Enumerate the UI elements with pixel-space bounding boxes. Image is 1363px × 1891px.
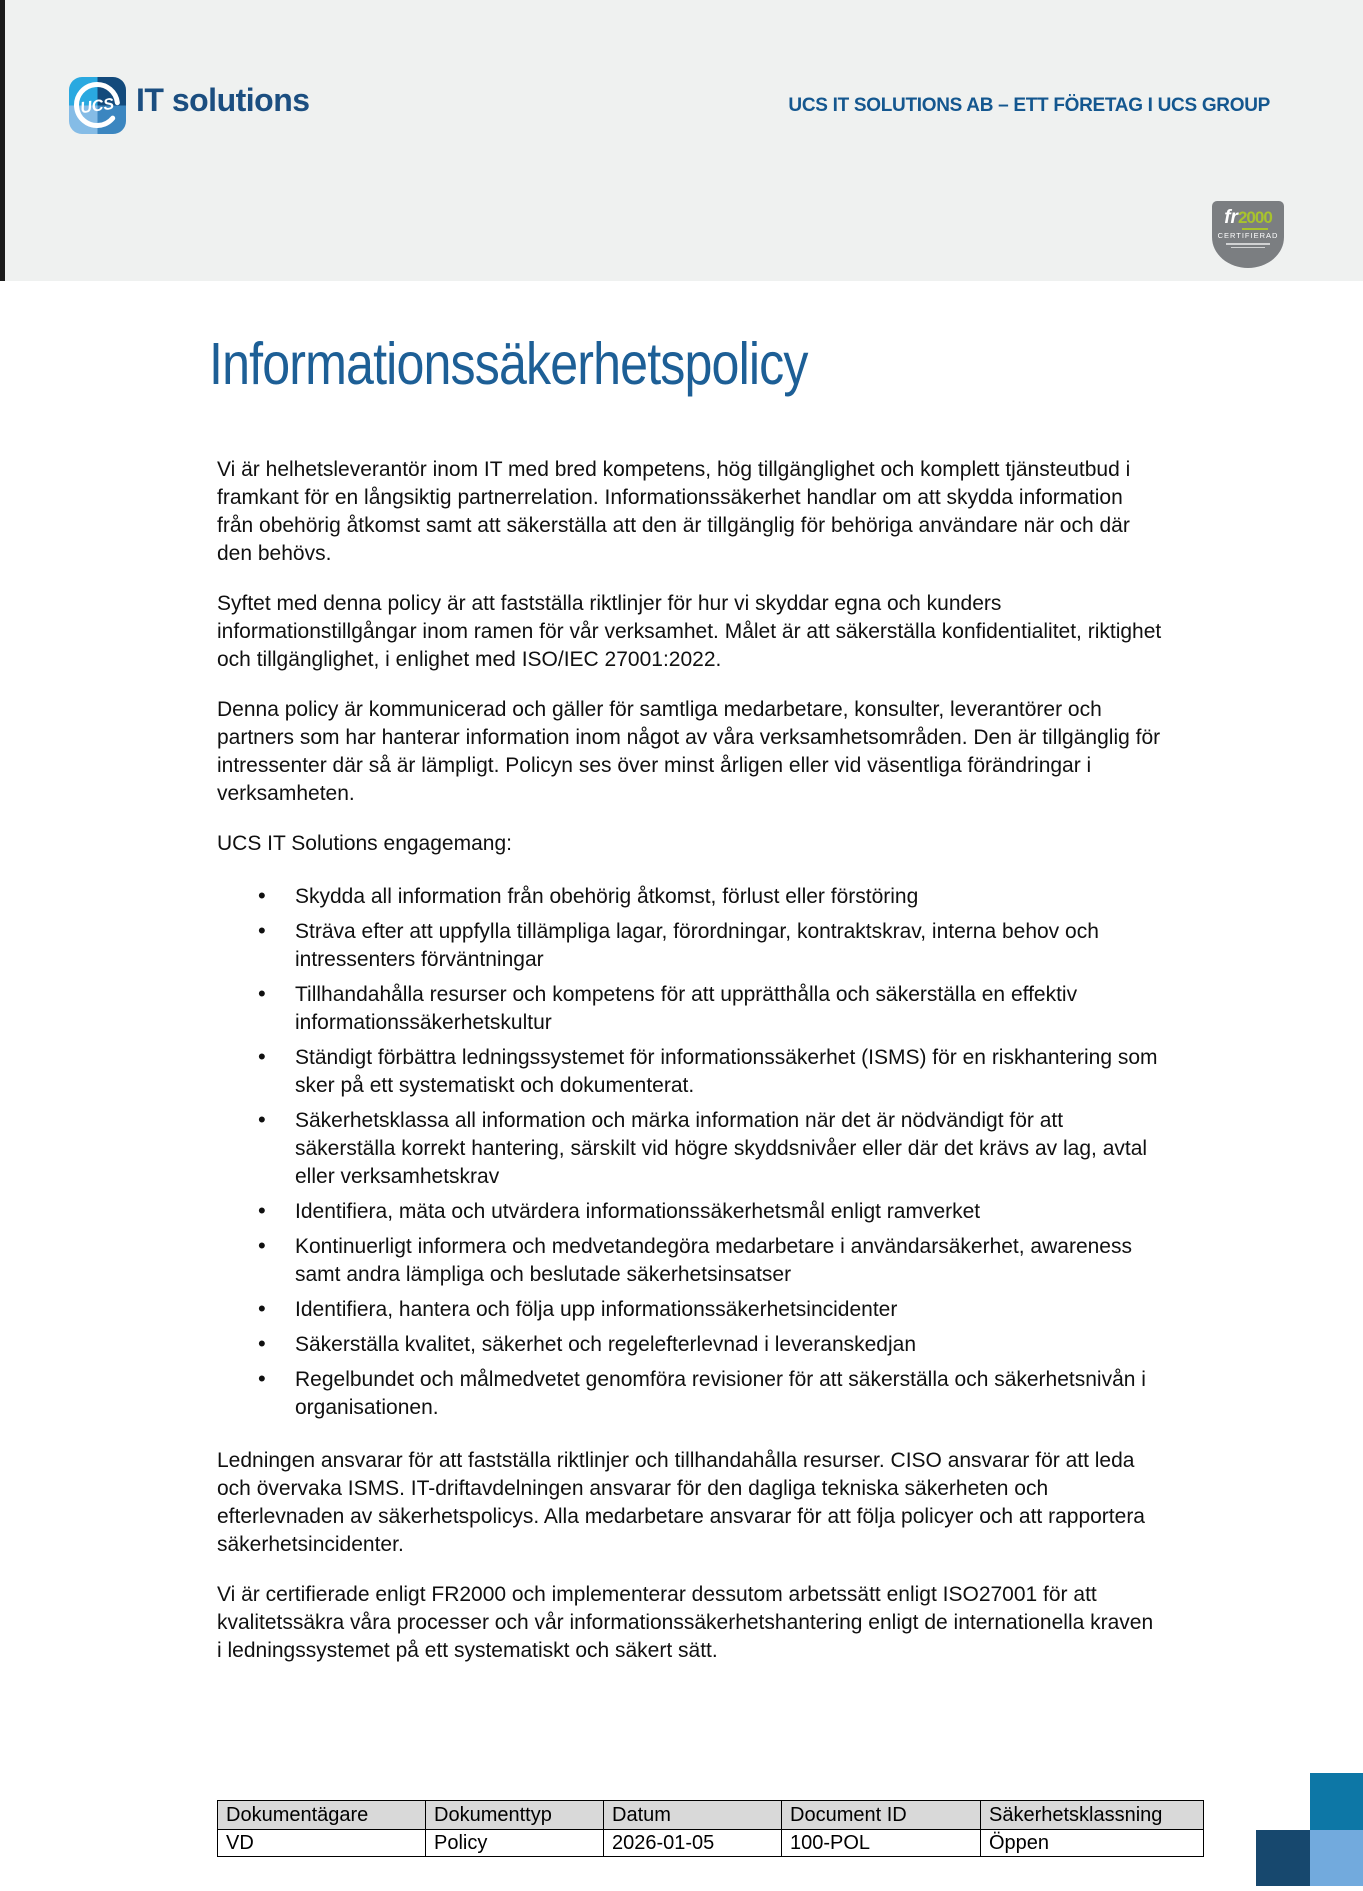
badge-certified-label: CERTIFIERAD (1217, 231, 1279, 240)
table-row (218, 1830, 1204, 1857)
commitment-list-item: • Skydda all information från obehörig åtkomst, förlust eller förstöring (217, 883, 1162, 911)
ucs-logo-icon (69, 77, 126, 134)
commitment-list-item: • Säkerhetsklassa all information och märka information när det är nödvändigt för att säkerställa korrekt hantering, särskilt vid högre skyddsnivåer eller där det krävs av lag, avtal eller verksamhetskrav (217, 1107, 1162, 1191)
commitment-list-item: • Ständigt förbättra ledningssystemet för informationssäkerhet (ISMS) för en riskhantering som sker på ett systematiskt och dokumenterat. (217, 1044, 1162, 1100)
document-info-table (217, 1800, 1204, 1857)
corner-square-navy (1256, 1830, 1310, 1886)
cell-dokumenttyp: Policy (426, 1830, 604, 1857)
corner-square-teal (1310, 1773, 1363, 1830)
paragraph-scope: Denna policy är kommunicerad och gäller för samtliga medarbetare, konsulter, leverantörer och partners som har hanterar information inom något av våra verksamhetsområden. Den är tillgänglig för intressenter där så är lämpligt. Policyn ses över minst årligen eller vid väsentliga förändringar i verksamheten. (217, 698, 1161, 805)
fr2000-wordmark (1212, 208, 1284, 228)
table-header-cell: Säkerhetsklassning (981, 1801, 1204, 1830)
commitments-list (217, 883, 1162, 1422)
table-body (218, 1830, 1204, 1857)
commitment-list-item: • Sträva efter att uppfylla tillämpliga lagar, förordningar, kontraktskrav, interna behov och intressenters förväntningar (217, 918, 1162, 974)
table-header-cell: Dokumentägare (218, 1801, 426, 1830)
badge-fr-text: fr (1224, 207, 1238, 228)
paragraph-certification: Vi är certifierade enligt FR2000 och implementerar dessutom arbetssätt enligt ISO27001 för att kvalitetssäkra våra processer och vår informationssäkerhetshantering enligt de internationella kraven i ledningssystemet på ett systematiskt och säkert sätt. (217, 1583, 1154, 1662)
commitment-list-item: • Identifiera, mäta och utvärdera informationssäkerhetsmål enligt ramverket (217, 1198, 1162, 1226)
badge-fine-print (1226, 243, 1270, 245)
commitment-list-item: • Tillhandahålla resurser och kompetens för att upprätthålla och säkerställa en effektiv informationssäkerhetskultur (217, 981, 1162, 1037)
paragraph-purpose: Syftet med denna policy är att fastställa riktlinjer för hur vi skyddar egna och kunders informationstillgångar inom ramen för vår verksamhet. Målet är att säkerställa konfidentialitet, riktighet och tillgänglighet, i enlighet med ISO/IEC 27001:2022. (217, 592, 1162, 671)
cell-datum: 2026-01-05 (604, 1830, 782, 1857)
logo-text: UCS (79, 95, 116, 118)
commitments-heading: UCS IT Solutions engagemang: (217, 832, 512, 855)
table-header-cell: Document ID (782, 1801, 981, 1830)
header-band (0, 0, 1363, 281)
ucs-logo-ring (69, 77, 126, 134)
commitment-list-item: • Regelbundet och målmedvetet genomföra revisioner för att säkerställa och säkerhetsnivån i organisationen. (217, 1366, 1162, 1422)
commitment-list-item: • Identifiera, hantera och följa upp informationssäkerhetsincidenter (217, 1296, 1162, 1324)
fr2000-certification-badge-icon (1212, 201, 1284, 268)
paragraph-responsibilities: Ledningen ansvarar för att fastställa riktlinjer och tillhandahålla resurser. CISO ansvarar för att leda och övervaka ISMS. IT-driftavdelningen ansvarar för den dagliga tekniska säkerheten och efterlevnaden av säkerhetspolicys. Alla medarbetare ansvarar för att följa policyer och att rapportera säkerhetsincidenter. (217, 1449, 1145, 1556)
paragraph-intro: Vi är helhetsleverantör inom IT med bred kompetens, hög tillgänglighet och komplett tjänsteutbud i framkant för en långsiktig partnerrelation. Informationssäkerhet handlar om att skydda information från obehörig åtkomst samt att säkerställa att den är tillgänglig för behöriga användare när och där den behövs. (217, 458, 1131, 565)
page-title: Informationssäkerhetspolicy (209, 331, 808, 397)
policy-body (217, 456, 1162, 1687)
table-header-cell: Dokumenttyp (426, 1801, 604, 1830)
cell-sakerhetsklassning: Öppen (981, 1830, 1204, 1857)
cell-document-id: 100-POL (782, 1830, 981, 1857)
left-edge-stripe (0, 0, 5, 281)
table-header-row (218, 1801, 1204, 1830)
commitment-list-item: • Säkerställa kvalitet, säkerhet och regelefterlevnad i leveranskedjan (217, 1331, 1162, 1359)
commitment-list-item: • Kontinuerligt informera och medvetandegöra medarbetare i användarsäkerhet, awareness samt andra lämpliga och beslutade säkerhetsinsatser (217, 1233, 1162, 1289)
company-tagline: UCS IT SOLUTIONS AB – ETT FÖRETAG I UCS GROUP (788, 95, 1270, 116)
badge-subtext-rule (1242, 228, 1268, 230)
badge-2000-text: 2000 (1237, 208, 1272, 227)
cell-dokumentagare: VD (218, 1830, 426, 1857)
table-header-cell: Datum (604, 1801, 782, 1830)
badge-fine-print (1231, 247, 1265, 249)
corner-square-light (1310, 1830, 1363, 1886)
brand-name: IT solutions (136, 82, 310, 118)
